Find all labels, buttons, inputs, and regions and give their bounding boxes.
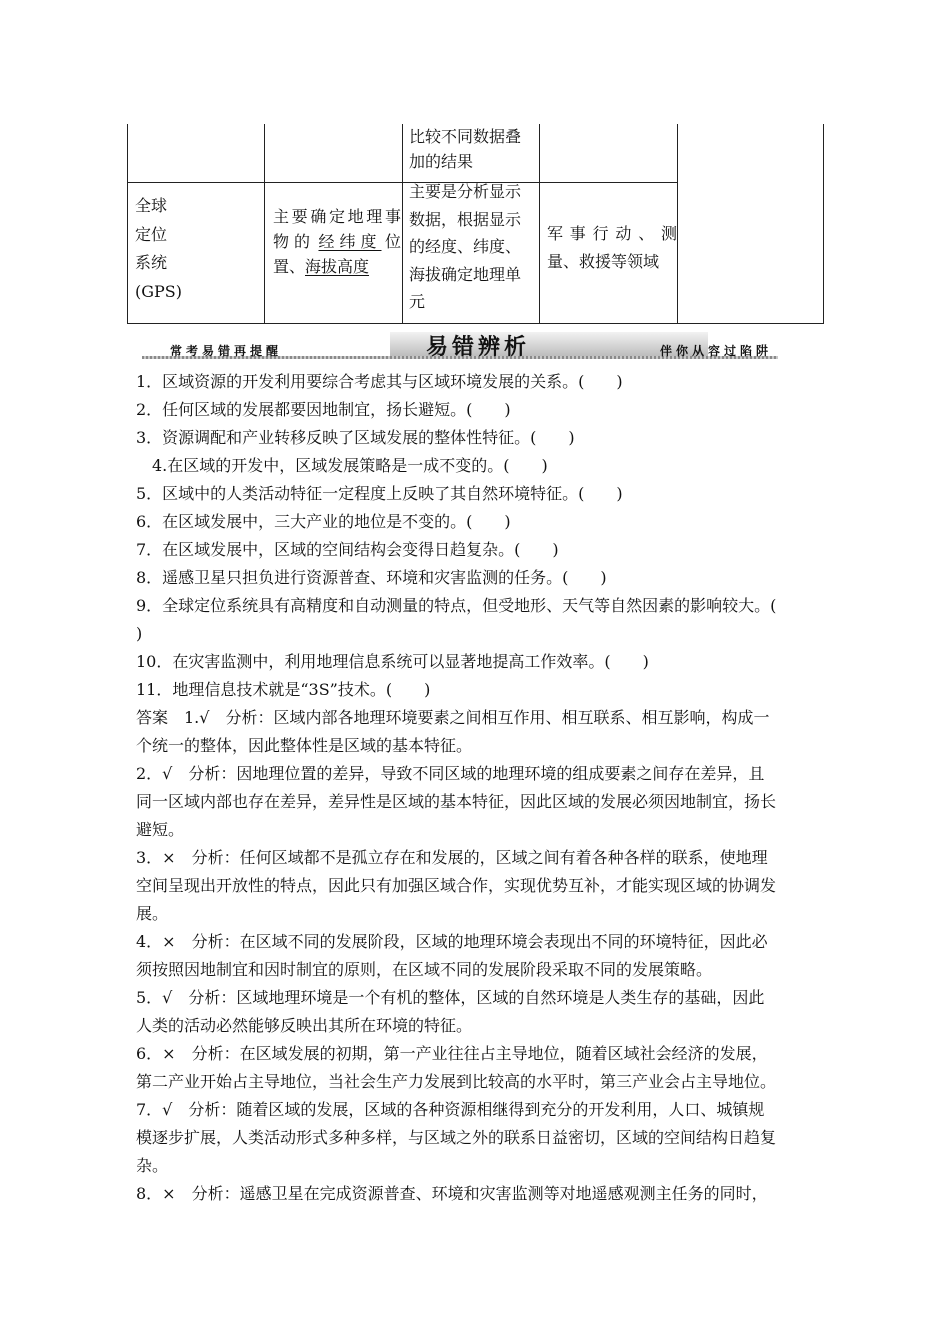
cell-line xyxy=(273,229,401,254)
answer-item xyxy=(136,1096,816,1180)
question-item: 5．区域中的人类活动特征一定程度上反映了其自然环境特征。( ) xyxy=(136,484,623,503)
answer-item xyxy=(136,704,816,760)
question-item: 10．在灾害监测中，利用地理信息系统可以显著地提高工作效率。( ) xyxy=(136,652,649,671)
cell-line xyxy=(273,204,401,229)
cell-char: 测 xyxy=(660,224,677,243)
underlined-term: 经纬度 xyxy=(318,232,382,251)
answer-line: 3．× 分析：任何区域都不是孤立存在和发展的，区域之间有着各种各样的联系，使地理 xyxy=(136,848,768,867)
cell-text: 的经度、纬度、 xyxy=(409,237,522,256)
answer-line: 2．√ 分析：因地理位置的差异，导致不同区域的地理环境的组成要素之间存在差异，且 xyxy=(136,764,765,783)
cell-text: 数据，根据显示 xyxy=(409,209,522,229)
cell-line xyxy=(273,254,401,279)
cell-char: 动 xyxy=(615,224,632,243)
answer-line: 答案 1.√ 分析：区域内部各地理环境要素之间相互作用、相互联系、相互影响，构成一 xyxy=(136,708,770,727)
answer-line: 须按照因地制宜和因时制宜的原则，在区域不同的发展阶段采取不同的发展策略。 xyxy=(136,960,713,979)
answer-line: 模逐步扩展，人类活动形式多种多样，与区域之外的联系日益密切，区域的空间结构日趋复 xyxy=(136,1128,777,1147)
answer-line: 避短。 xyxy=(136,820,185,839)
cell-char: 地 xyxy=(347,207,364,226)
answer-line: 杂。 xyxy=(136,1156,169,1175)
table-cell-gps-application xyxy=(547,220,677,276)
question-list xyxy=(136,368,816,704)
answer-item xyxy=(136,984,816,1040)
answer-line: 4．× 分析：在区域不同的发展阶段，区域的地理环境会表现出不同的环境特征，因此必 xyxy=(136,932,768,951)
answer-line: 同一区域内部也存在差异，差异性是区域的基本特征，因此区域的发展必须因地制宜，扬长 xyxy=(136,792,777,811)
cell-char: 确 xyxy=(310,207,327,226)
answer-line: 展。 xyxy=(136,904,169,923)
question-item: 1．区域资源的开发利用要综合考虑其与区域环境发展的关系。( ) xyxy=(136,372,623,391)
cell-text: 主要是分析显示 xyxy=(409,182,522,201)
banner-left-text: 常考易错再提醒 xyxy=(170,344,283,358)
answer-item xyxy=(136,760,816,844)
answer-line: 人类的活动必然能够反映出其所在环境的特征。 xyxy=(136,1016,473,1035)
cell-text: 置、 xyxy=(273,257,306,276)
cell-text: 元 xyxy=(409,292,426,311)
table-row-divider xyxy=(127,182,677,183)
table-border-right xyxy=(823,124,824,324)
question-item: 6．在区域发展中，三大产业的地位是不变的。( ) xyxy=(136,512,511,531)
table-cell-gps-function xyxy=(273,204,401,279)
cell-char: 、 xyxy=(638,224,655,243)
answer-line: 8．× 分析：遥感卫星在完成资源普查、环境和灾害监测等对地遥感观测主任务的同时， xyxy=(136,1184,768,1203)
cell-text: (GPS) xyxy=(135,281,182,301)
cell-char: 主 xyxy=(273,207,290,226)
info-table xyxy=(127,124,824,324)
table-cell-gps-analysis xyxy=(409,178,535,316)
answer-line: 5．√ 分析：区域地理环境是一个有机的整体，区域的自然环境是人类生存的基础，因此 xyxy=(136,988,765,1007)
question-item: 2．任何区域的发展都要因地制宜，扬长避短。( ) xyxy=(136,400,511,419)
cell-text: 位 xyxy=(384,232,401,251)
cell-text: 物的 xyxy=(273,232,316,251)
answer-line: 7．√ 分析：随着区域的发展，区域的各种资源相继得到充分的开发利用，人口、城镇规 xyxy=(136,1100,765,1119)
table-cell xyxy=(409,124,535,174)
cell-char: 要 xyxy=(291,207,308,226)
cell-text: 定位 xyxy=(135,224,168,244)
cell-text: 比较不同数据叠 xyxy=(409,127,522,146)
answer-item xyxy=(136,1180,816,1208)
cell-text: 系统 xyxy=(135,253,168,272)
table-border xyxy=(677,124,678,324)
answer-line: 6．× 分析：在区域发展的初期，第一产业往往占主导地位，随着区域社会经济的发展， xyxy=(136,1044,768,1063)
answer-list xyxy=(136,704,816,1208)
table-border xyxy=(402,124,403,324)
cell-text: 加的结果 xyxy=(409,152,474,171)
question-item-continuation: ) xyxy=(136,624,143,643)
banner-right-text: 伴你从容过陷阱 xyxy=(659,344,772,358)
question-item: 3．资源调配和产业转移反映了区域发展的整体性特征。( ) xyxy=(136,428,575,447)
question-item: 7．在区域发展中，区域的空间结构会变得日趋复杂。( ) xyxy=(136,540,559,559)
table-border-left xyxy=(127,124,128,324)
cell-text: 海拔确定地理单 xyxy=(409,264,522,284)
question-item: 11．地理信息技术就是“3S”技术。( ) xyxy=(136,680,431,699)
cell-char: 定 xyxy=(328,207,345,226)
cell-char: 事 xyxy=(384,207,401,226)
cell-line xyxy=(547,220,677,248)
answer-item xyxy=(136,844,816,928)
answer-line: 第二产业开始占主导地位，当社会生产力发展到比较高的水平时，第三产业会占主导地位。 xyxy=(136,1072,777,1091)
question-item: 9．全球定位系统具有高精度和自动测量的特点，但受地形、天气等自然因素的影响较大。( xyxy=(136,596,777,615)
table-cell-gps-label xyxy=(135,192,255,306)
question-item: 8．遥感卫星只担负进行资源普查、环境和灾害监测的任务。( ) xyxy=(136,568,607,587)
answer-line: 空间呈现出开放性的特点，因此只有加强区域合作，实现优势互补，才能实现区域的协调发 xyxy=(136,876,777,895)
cell-char: 理 xyxy=(366,207,383,226)
cell-char: 行 xyxy=(592,224,609,243)
table-border-bottom xyxy=(127,323,824,324)
cell-char: 事 xyxy=(569,224,586,243)
table-border xyxy=(539,124,540,324)
question-item: 4.在区域的开发中，区域发展策略是一成不变的。( ) xyxy=(152,456,548,475)
underlined-term: 海拔高度 xyxy=(305,257,370,276)
cell-text: 全球 xyxy=(135,196,168,215)
answer-line: 个统一的整体，因此整体性是区域的基本特征。 xyxy=(136,736,473,755)
cell-char: 军 xyxy=(547,224,564,243)
cell-text: 量、救援等领域 xyxy=(547,252,660,271)
answer-item xyxy=(136,1040,816,1096)
answer-item xyxy=(136,928,816,984)
section-banner xyxy=(142,336,778,360)
table-border xyxy=(264,124,265,324)
banner-title: 易错辨析 xyxy=(426,335,531,360)
